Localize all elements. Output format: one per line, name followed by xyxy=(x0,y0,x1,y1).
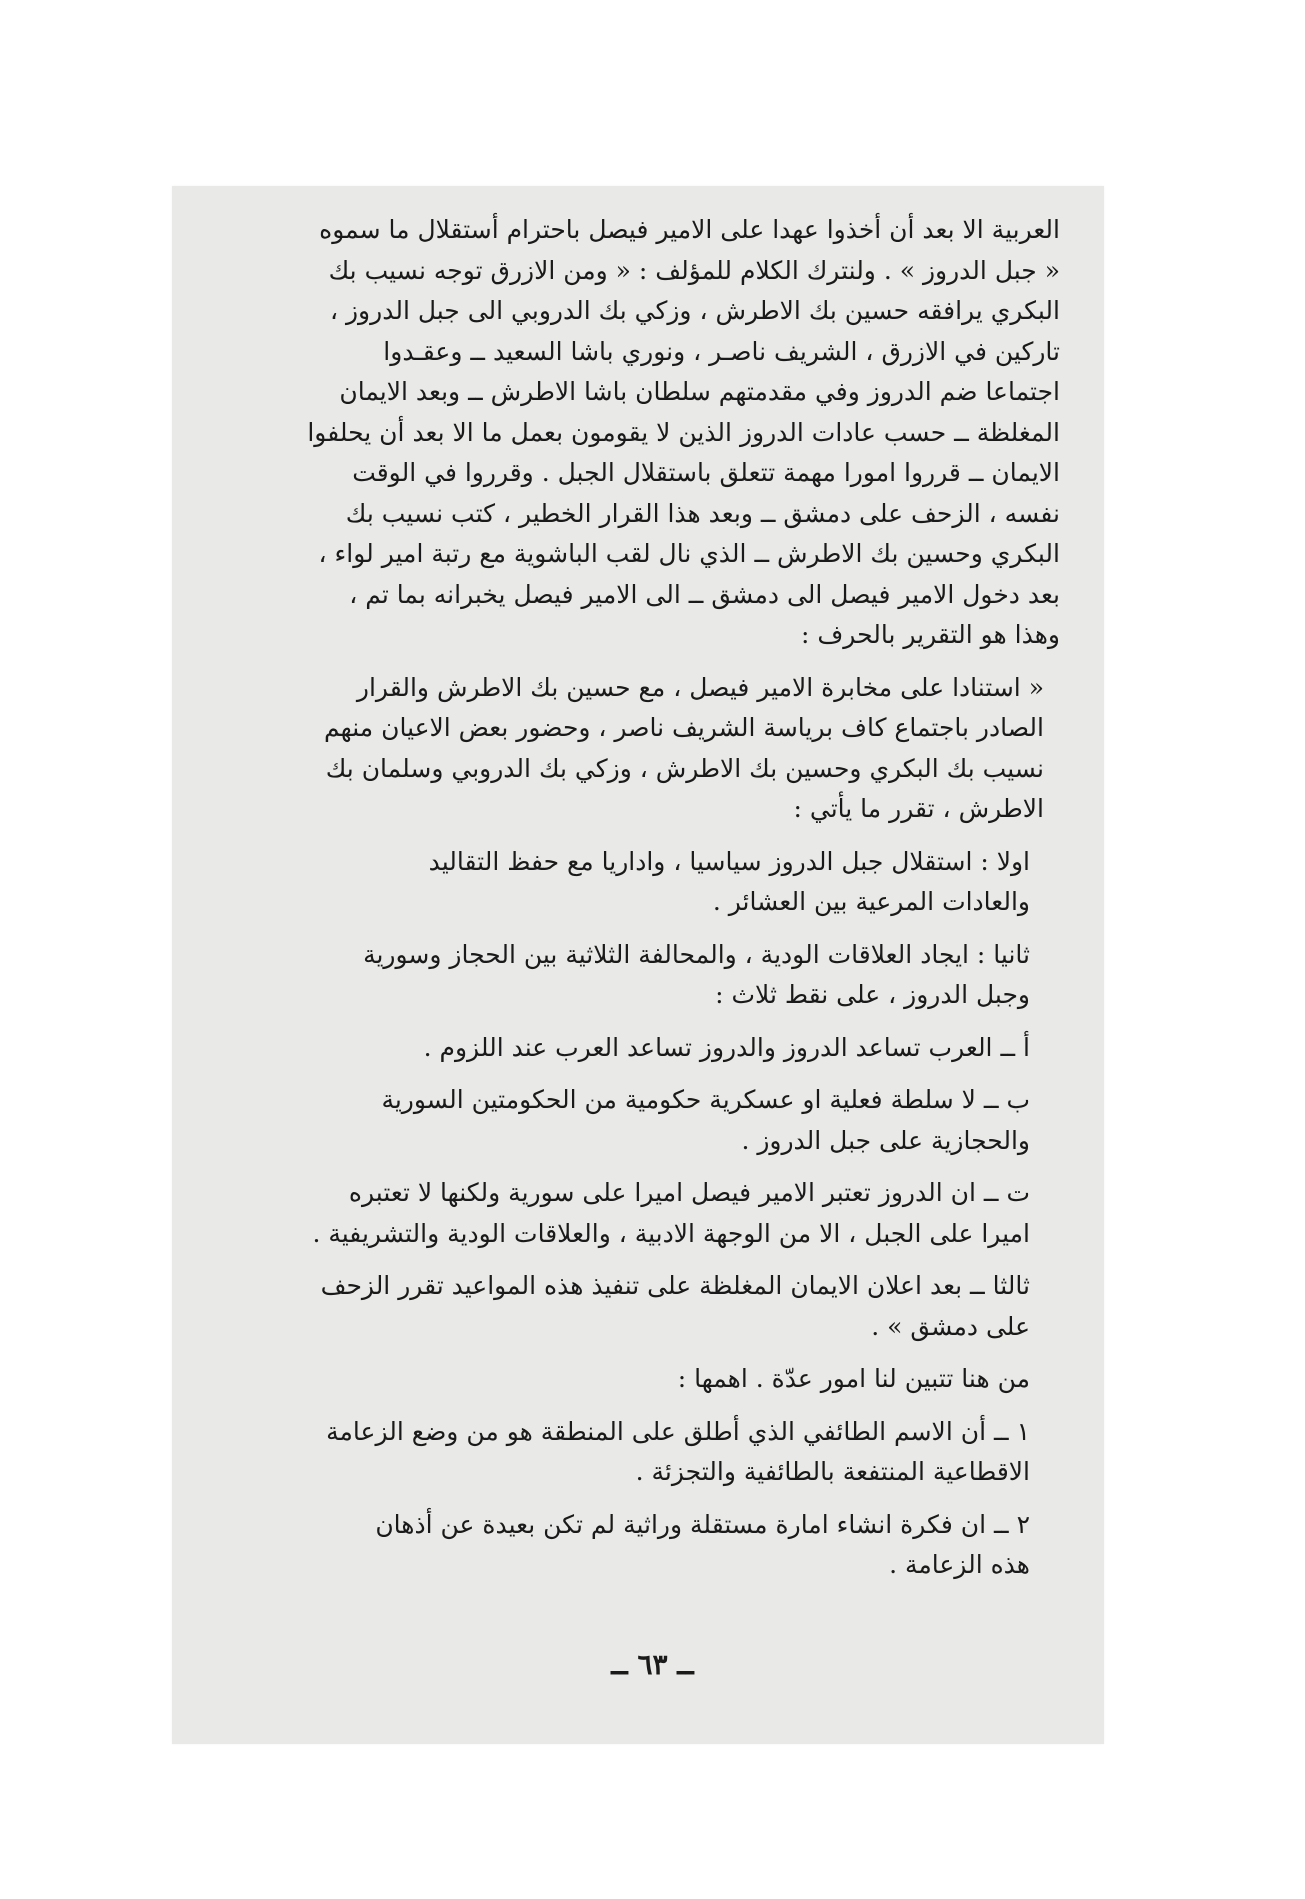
paragraph-first-point xyxy=(200,842,1060,923)
text-line: ثانيا : ايجاد العلاقات الودية ، والمحالفة الثلاثية بين الحجاز وسورية xyxy=(363,939,1030,969)
text-line: الاقطاعية المنتفعة بالطائفية والتجزئة . xyxy=(635,1457,1030,1486)
text-line: العربية الا بعد أن أخذوا عهدا على الامير فيصل باحترام أستقلال ما سموه xyxy=(319,215,1060,244)
paragraph-third-point xyxy=(200,1266,1060,1347)
text-line: الايمان ــ قرروا امورا مهمة تتعلق باستقلال الجبل . وقرروا في الوقت xyxy=(352,458,1060,487)
text-line: البكري وحسين بك الاطرش ــ الذي نال لقب الباشوية مع رتبة امير لواء ، xyxy=(318,539,1060,568)
paragraph-conclusion-intro xyxy=(200,1359,1060,1400)
text-line: المغلظة ــ حسب عادات الدروز الذين لا يقومون بعمل ما الا بعد أن يحلفوا xyxy=(307,417,1060,447)
text-line: هذه الزعامة . xyxy=(889,1550,1030,1579)
conclusion-point-2 xyxy=(200,1505,1060,1586)
text-line: « استنادا على مخابرة الامير فيصل ، مع حسين بك الاطرش والقرار xyxy=(356,672,1044,702)
page-body xyxy=(200,210,1060,1586)
text-line: البكري يرافقه حسين بك الاطرش ، وزكي بك الدروبي الى جبل الدروز ، xyxy=(329,296,1060,325)
text-line: على دمشق » . xyxy=(871,1311,1030,1341)
text-line: « جبل الدروز » . ولنترك الكلام للمؤلف : « ومن الازرق توجه نسيب بك xyxy=(328,255,1060,285)
text-line: اميرا على الجبل ، الا من الوجهة الادبية ، والعلاقات الودية والتشريفية . xyxy=(312,1218,1030,1248)
text-line: نفسه ، الزحف على دمشق ــ وبعد هذا القرار الخطير ، كتب نسيب بك xyxy=(345,498,1060,528)
text-line: ب ــ لا سلطة فعلية او عسكرية حكومية من الحكومتين السورية xyxy=(381,1085,1030,1114)
text-line: بعد دخول الامير فيصل الى دمشق ــ الى الامير فيصل يخبرانه بما تم ، xyxy=(349,579,1060,609)
text-line: والعادات المرعية بين العشائر . xyxy=(712,887,1030,916)
text-line: ١ ــ أن الاسم الطائفي الذي أطلق على المنطقة هو من وضع الزعامة xyxy=(326,1416,1030,1446)
text-line: وجبل الدروز ، على نقط ثلاث : xyxy=(715,980,1030,1009)
page-number: ــ ٦٣ ــ xyxy=(611,1648,694,1681)
text-line: الاطرش ، تقرر ما يأتي : xyxy=(793,794,1044,823)
paragraph-second-point xyxy=(200,935,1060,1016)
sub-point-b xyxy=(200,1080,1060,1161)
text-line: أ ــ العرب تساعد الدروز والدروز تساعد العرب عند اللزوم . xyxy=(423,1032,1030,1062)
paragraph-2-quote xyxy=(200,668,1060,830)
text-line: ٢ ــ ان فكرة انشاء امارة مستقلة وراثية لم تكن بعيدة عن أذهان xyxy=(375,1509,1030,1539)
text-line: تاركين في الازرق ، الشريف ناصـر ، ونوري باشا السعيد ــ وعقـدوا xyxy=(383,336,1060,366)
text-line: نسيب بك البكري وحسين بك الاطرش ، وزكي بك الدروبي وسلمان بك xyxy=(325,753,1044,783)
text-line: ثالثا ــ بعد اعلان الايمان المغلظة على تنفيذ هذه المواعيد تقرر الزحف xyxy=(320,1271,1030,1300)
text-line: ت ــ ان الدروز تعتبر الامير فيصل اميرا على سورية ولكنها لا تعتبره xyxy=(348,1178,1030,1207)
text-line: من هنا تتبين لنا امور عدّة . اهمها : xyxy=(677,1364,1030,1393)
sub-point-a xyxy=(200,1028,1060,1069)
text-line: الصادر باجتماع كاف برياسة الشريف ناصر ، وحضور بعض الاعيان منهم xyxy=(324,713,1044,742)
text-line: وهذا هو التقرير بالحرف : xyxy=(801,620,1060,649)
text-line: اجتماعا ضم الدروز وفي مقدمتهم سلطان باشا الاطرش ــ وبعد الايمان xyxy=(339,377,1060,406)
sub-point-t xyxy=(200,1173,1060,1254)
paragraph-1 xyxy=(200,210,1060,656)
text-line: والحجازية على جبل الدروز . xyxy=(741,1125,1030,1155)
text-line: اولا : استقلال جبل الدروز سياسيا ، واداريا مع حفظ التقاليد xyxy=(428,846,1030,876)
conclusion-point-1 xyxy=(200,1412,1060,1493)
